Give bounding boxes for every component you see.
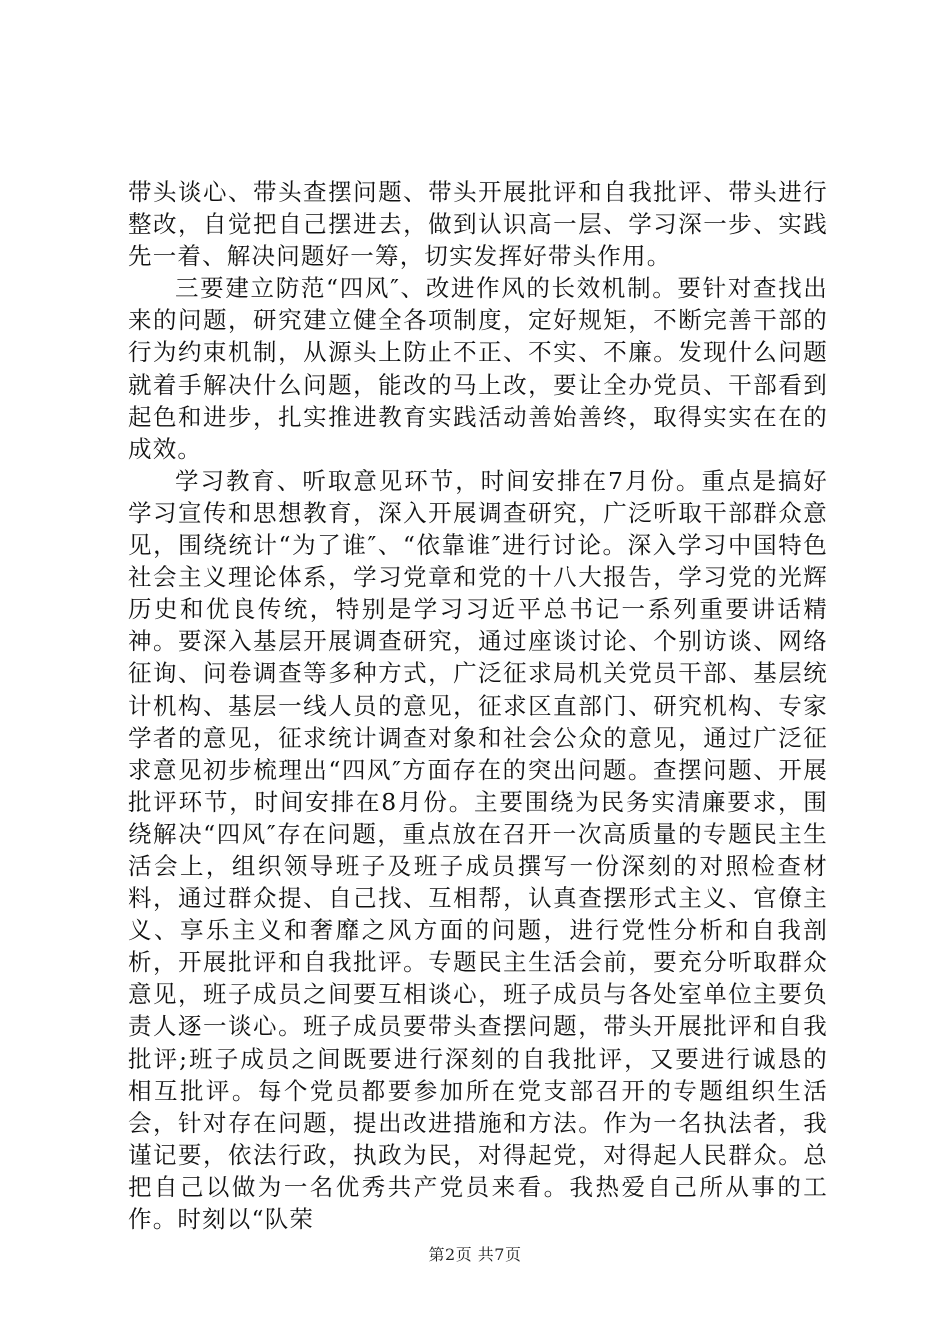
paragraph-1: 带头谈心、带头查摆问题、带头开展批评和自我批评、带头进行整改，自觉把自己摆进去，做到认识高一层、学习深一步、实践先一着、解决问题好一筹，切实发挥好带头作用。: [128, 178, 828, 271]
paragraph-2: 三要建立防范“四风″、改进作风的长效机制。要针对查找出来的问题，研究建立健全各项制度，定好规矩，不断完善干部的行为约束机制，从源头上防止不正、不实、不廉。发现什么问题就着手解决什么问题，能改的马上改，要让全办党员、干部看到起色和进步，扎实推进教育实践活动善始善终，取得实实在在的成效。: [128, 274, 828, 463]
page-number-footer: 第2页 共7页: [428, 1245, 522, 1264]
body-text: [128, 176, 828, 1235]
paragraph-3: 学习教育、听取意见环节，时间安排在7月份。重点是搞好学习宣传和思想教育，深入开展调查研究，广泛听取干部群众意见，围绕统计“为了谁″、“依靠谁″进行讨论。深入学习中国特色社会主义理论体系，学习党章和党的十八大报告，学习党的光辉历史和优良传统，特别是学习习近平总书记一系列重要讲话精神。要深入基层开展调查研究，通过座谈讨论、个别访谈、网络征询、问卷调查等多种方式，广泛征求局机关党员干部、基层统计机构、基层一线人员的意见，征求区直部门、研究机构、专家学者的意见，征求统计调查对象和社会公众的意见，通过广泛征求意见初步梳理出“四风″方面存在的突出问题。查摆问题、开展批评环节，时间安排在8月份。主要围绕为民务实清廉要求，围绕解决“四风″存在问题，重点放在召开一次高质量的专题民主生活会上，组织领导班子及班子成员撰写一份深刻的对照检查材料，通过群众提、自己找、互相帮，认真查摆形式主义、官僚主义、享乐主义和奢靡之风方面的问题，进行党性分析和自我剖析，开展批评和自我批评。专题民主生活会前，要充分听取群众意见，班子成员之间要互相谈心，班子成员与各处室单位主要负责人逐一谈心。班子成员要带头查摆问题，带头开展批评和自我批评;班子成员之间既要进行深刻的自我批评，又要进行诚恳的相互批评。每个党员都要参加所在党支部召开的专题组织生活会，针对存在问题，提出改进措施和方法。作为一名执法者，我谨记要，依法行政，执政为民，对得起党，对得起人民群众。总把自己以做为一名优秀共产党员来看。我热爱自己所从事的工作。时刻以“队荣: [128, 466, 828, 1233]
